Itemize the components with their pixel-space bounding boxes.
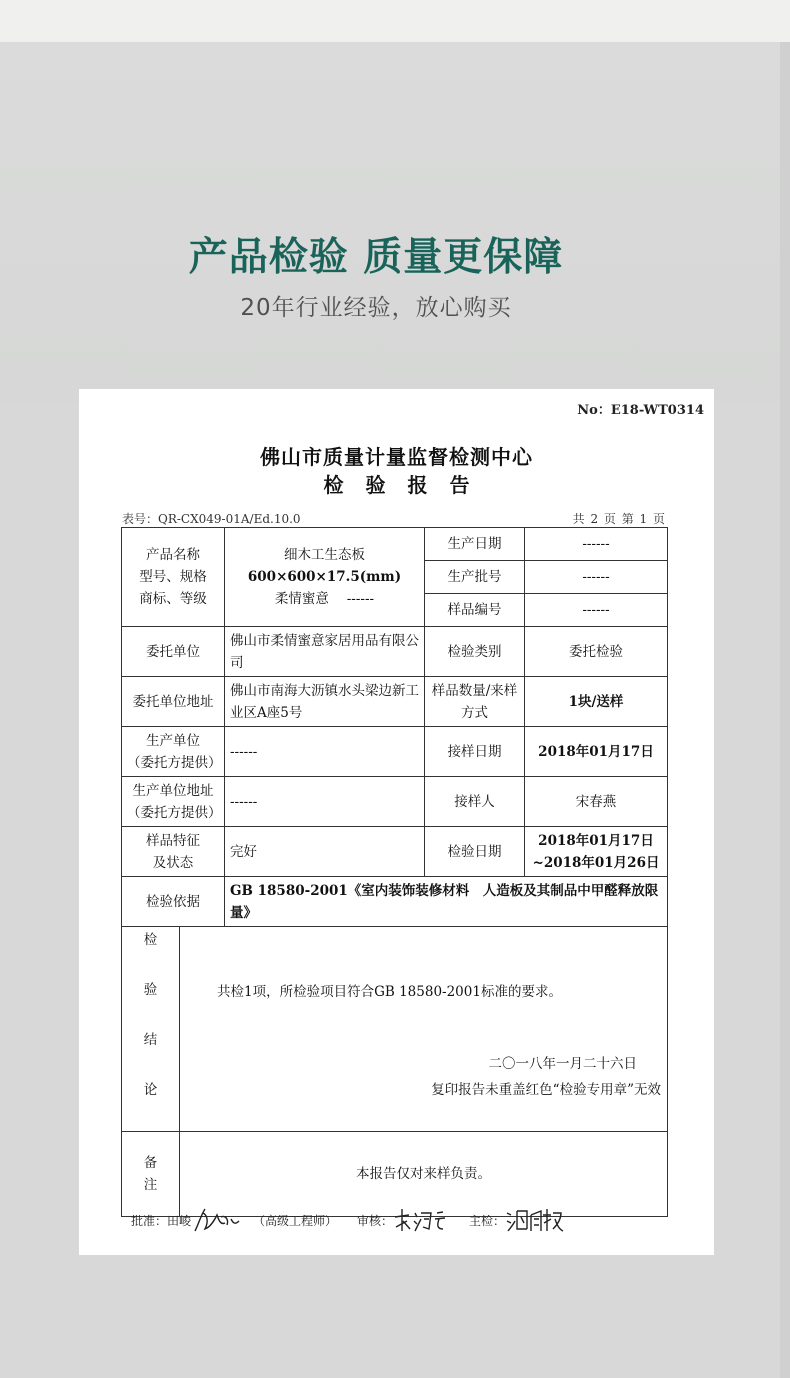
product-name-value: 细木工生态板 xyxy=(284,547,365,563)
producer-label-cell xyxy=(122,727,225,777)
basis-value: GB 18580-2001《室内装饰装修材料 人造板及其制品中甲醛释放限量》 xyxy=(225,877,668,927)
conclusion-cell xyxy=(180,927,668,1132)
conclusion-label-char: 论 xyxy=(143,1082,158,1098)
producer-address-value: ------ xyxy=(225,777,425,827)
producer-address-label: 生产单位地址 xyxy=(132,782,214,799)
inspection-type-label: 检验类别 xyxy=(425,627,525,677)
receive-date-value: 2018年01月17日 xyxy=(525,727,668,777)
client-address-value: 佛山市南海大沥镇水头梁边新工业区A座5号 xyxy=(225,677,425,727)
conclusion-date: 二〇一八年一月二十六日 xyxy=(488,1056,637,1072)
production-date-value: ------ xyxy=(525,528,668,561)
sample-number-label: 样品编号 xyxy=(425,594,525,627)
page-count: 共 2 页 第 1 页 xyxy=(572,512,666,526)
basis-label: 检验依据 xyxy=(122,877,225,927)
client-address-label: 委托单位地址 xyxy=(122,677,225,727)
report-title: 检验报告 xyxy=(323,473,492,497)
banner-headline: 产品检验 质量更保障 xyxy=(188,235,564,280)
producer-address-label-note: （委托方提供） xyxy=(127,804,222,821)
remarks-label-cell xyxy=(122,1132,180,1217)
client-label: 委托单位 xyxy=(122,627,225,677)
sample-state-label-2: 及状态 xyxy=(152,854,194,871)
approver-title: （高级工程师） xyxy=(253,1213,338,1228)
producer-label-note: （委托方提供） xyxy=(127,754,222,771)
sample-quantity-label: 样品数量/来样方式 xyxy=(425,677,525,727)
banner-background xyxy=(0,42,780,402)
producer-label: 生产单位 xyxy=(146,732,200,749)
conclusion-text: 共检1项，所检验项目符合GB 18580-2001标准的要求。 xyxy=(217,984,562,1000)
approver-label: 批准：田峻 xyxy=(131,1213,192,1228)
inspection-date-cell xyxy=(525,827,668,877)
conclusion-label-char: 验 xyxy=(143,982,158,998)
production-date-label: 生产日期 xyxy=(425,528,525,561)
receiver-label: 接样人 xyxy=(425,777,525,827)
organization-name: 佛山市质量计量监督检测中心 xyxy=(260,445,533,469)
banner-subline: 20年行业经验，放心购买 xyxy=(240,295,512,321)
remarks-label-char: 备 xyxy=(143,1155,158,1171)
sample-quantity-value: 1块/送样 xyxy=(525,677,668,727)
producer-address-label-cell xyxy=(122,777,225,827)
sample-number-value: ------ xyxy=(525,594,668,627)
inspection-date-label: 检验日期 xyxy=(425,827,525,877)
brand-grade-label: 商标、等级 xyxy=(139,591,207,607)
right-edge-strip xyxy=(780,42,790,1378)
report-table xyxy=(121,527,668,1217)
top-bar xyxy=(0,0,790,42)
producer-value: ------ xyxy=(225,727,425,777)
copy-validity-note: 复印报告未重盖红色“检验专用章”无效 xyxy=(431,1082,661,1098)
form-number: 表号：QR-CX049-01A/Ed.10.0 xyxy=(122,512,301,526)
receiver-value: 宋春燕 xyxy=(525,777,668,827)
model-spec-label: 型号、规格 xyxy=(139,569,207,585)
sample-state-value: 完好 xyxy=(225,827,425,877)
signature-line xyxy=(131,1205,565,1235)
conclusion-label-char: 检 xyxy=(143,932,158,948)
product-brand-value: 柔情蜜意 ------ xyxy=(274,591,375,607)
inspector-label: 主检： xyxy=(469,1213,506,1228)
conclusion-label-cell xyxy=(122,927,180,1132)
inspection-date-end: ~2018年01月26日 xyxy=(532,854,660,871)
reviewer-signature-icon xyxy=(393,1205,449,1235)
sample-state-label-cell xyxy=(122,827,225,877)
remarks-label-char: 注 xyxy=(143,1177,158,1193)
report-number: No：E18-WT0314 xyxy=(577,403,704,418)
receive-date-label: 接样日期 xyxy=(425,727,525,777)
approver-signature-icon xyxy=(191,1205,243,1235)
product-name-label: 产品名称 xyxy=(146,547,200,563)
inspection-date-start: 2018年01月17日 xyxy=(538,832,654,849)
client-value: 佛山市柔情蜜意家居用品有限公司 xyxy=(225,627,425,677)
product-value-cell xyxy=(225,528,425,627)
sample-state-label: 样品特征 xyxy=(146,832,200,849)
conclusion-label-char: 结 xyxy=(143,1032,158,1048)
product-spec-value: 600×600×17.5(mm) xyxy=(247,569,402,585)
batch-number-label: 生产批号 xyxy=(425,561,525,594)
inspector-signature-icon xyxy=(505,1205,565,1235)
inspection-type-value: 委托检验 xyxy=(525,627,668,677)
batch-number-value: ------ xyxy=(525,561,668,594)
product-label-cell xyxy=(122,528,225,627)
reviewer-label: 审核： xyxy=(357,1213,394,1228)
remarks-text: 本报告仅对来样负责。 xyxy=(180,1132,668,1217)
inspection-report-document xyxy=(79,389,714,1255)
